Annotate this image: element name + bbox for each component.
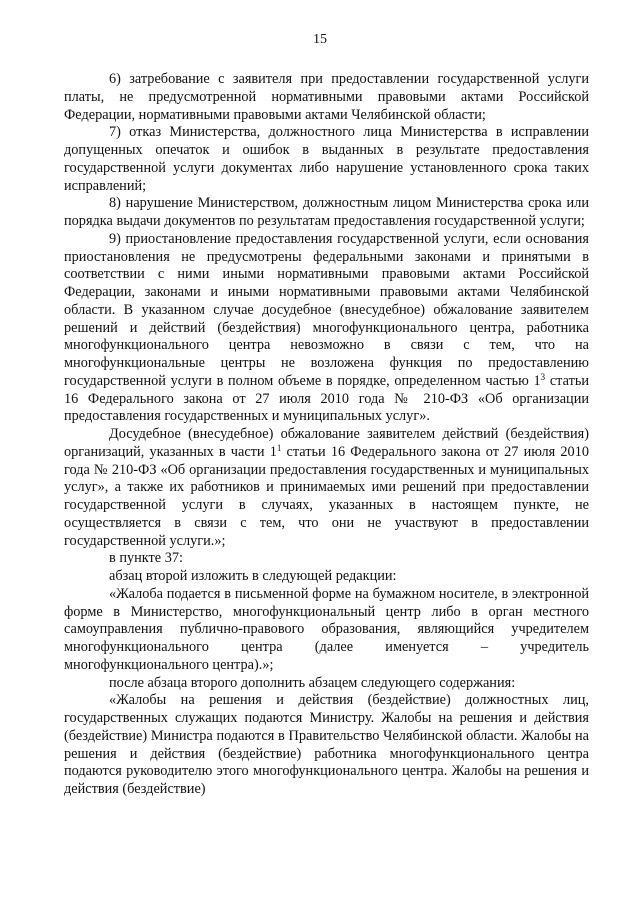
paragraph-text: 9) приостановление предоставления государственной услуги, если основания приостановления не предусмотрены федеральными законами и принятыми в соответствии с ними иными нормативными правовыми актами Российской Федерации, законами и иными нормативными правовыми актами Челябинской области. В указанном случае досудебное (внесудебное) обжалование заявителем решений и действий (бездействия) многофункционального центра, работника многофункционального центра невозможно в связи с тем, что на многофункциональные центры не возложена функция по предоставлению государственной услуги в полном объеме в порядке, определенном частью 1 (64, 230, 589, 389)
superscript: 1 (276, 442, 282, 453)
paragraph-item-8: 8) нарушение Министерством, должностным лицом Министерства срока или порядка выдачи документов по результатам предоставления государственной услуги; (64, 195, 589, 229)
page-number: 15 (313, 32, 327, 47)
document-body (64, 71, 589, 799)
paragraph-text: статьи 16 Федерального закона от 27 июля 2010 года № 210-ФЗ «Об организации предоставления государственных и муниципальных услуг», а также их работников и принимаемых ими решений при предоставлении государственной услуги в случаях, указанных в настоящем пункте, не осуществляется в связи с тем, что они не участвуют в предоставлении государственной услуги.»; (64, 443, 589, 549)
paragraph-pretrial-appeal (64, 426, 589, 550)
paragraph-complaints-officials: «Жалобы на решения и действия (бездействие) должностных лиц, государственных служащих подаются Министру. Жалобы на решения и действия (бездействие) Министра подаются в Правительство Челябинской области. Жалобы на решения и действия (бездействие) работника многофункционального центра подаются руководителю этого многофункционального центра. Жалобы на решения и действия (бездействие) (64, 692, 589, 797)
paragraph-item-9 (64, 231, 589, 426)
paragraph-text: статьи 16 Федерального закона от 27 июля 2010 года № 210-ФЗ «Об организации предоставления государственных и муниципальных услуг». (64, 372, 589, 425)
paragraph-point-37: в пункте 37: (109, 550, 183, 567)
paragraph-add-abzac: после абзаца второго дополнить абзацем следующего содержания: (109, 674, 516, 691)
paragraph-text: Досудебное (внесудебное) обжалование заявителем действий (бездействия) организаций, указанных в части 1 (64, 426, 589, 460)
paragraph-item-6: 6) затребование с заявителя при предоставлении государственной услуги платы, не предусмотренной нормативными правовыми актами Российской Федерации, нормативными правовыми актами Челябинской области; (64, 71, 589, 123)
paragraph-second-abzac: абзац второй изложить в следующей редакции: (109, 568, 397, 584)
paragraph-item-7: 7) отказ Министерства, должностного лица Министерства в исправлении допущенных опечаток и ошибок в выданных в результате предоставления государственной услуги документах либо нарушение установленного срока таких исправлений; (64, 124, 589, 194)
paragraph-complaint-form: «Жалоба подается в письменной форме на бумажном носителе, в электронной форме в Министерство, многофункциональный центр либо в орган местного самоуправления публично-правового образования, являющийся учредителем многофункционального центра (далее именуется – учредитель многофункционального центра).»; (64, 585, 589, 673)
superscript: 3 (540, 371, 546, 382)
